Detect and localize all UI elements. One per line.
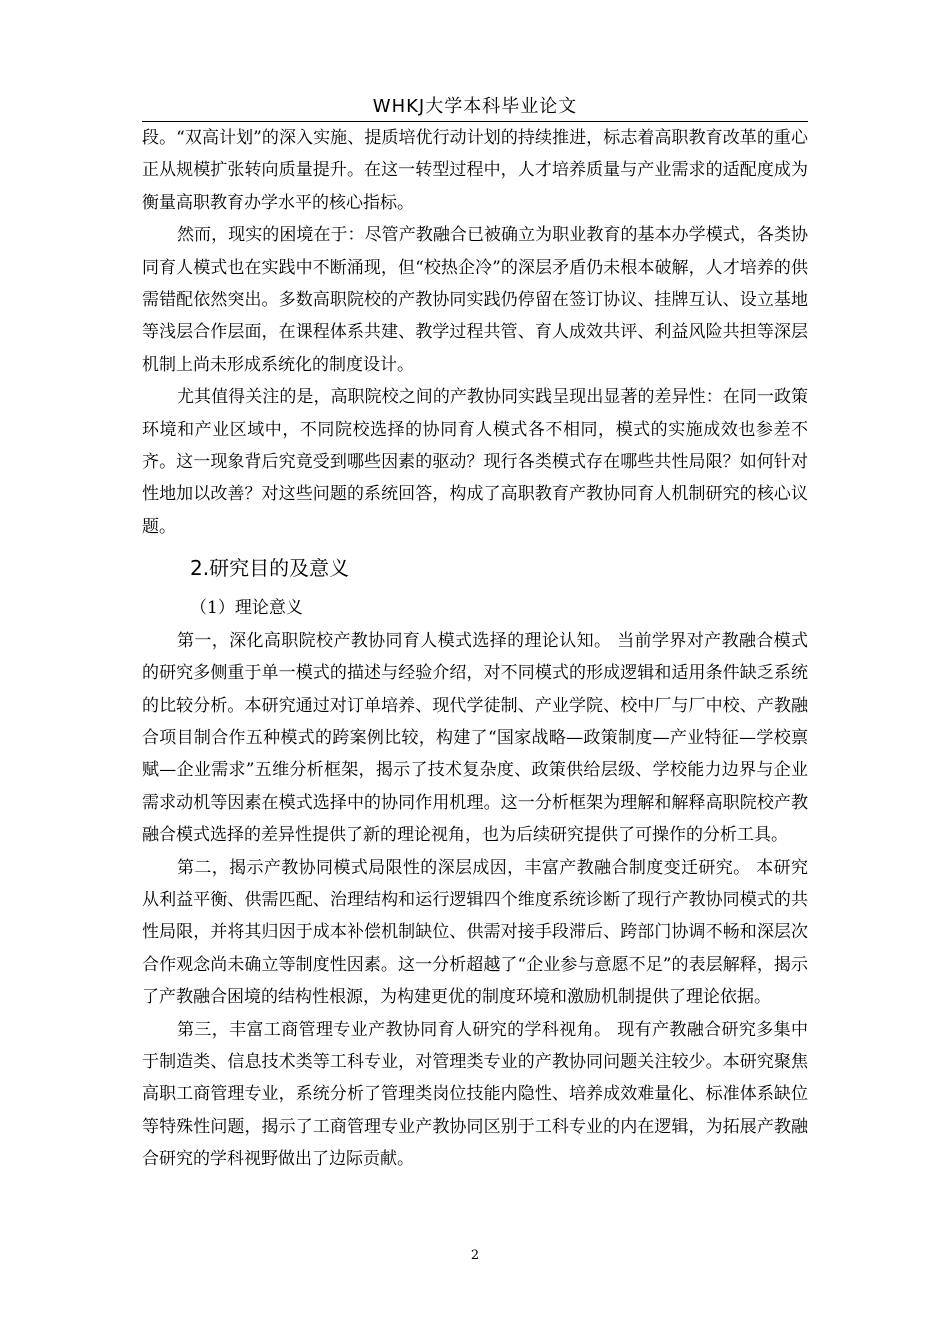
paragraph-dilemma: 然而，现实的困境在于：尽管产教融合已被确立为职业教育的基本办学模式，各类协同育人模式也在实践中不断涌现，但“校热企冷”的深层矛盾仍未根本破解，人才培养的供需错配依然突出。多数高职院校的产教协同实践仍停留在签订协议、挂牌互认、设立基地等浅层合作层面，在课程体系共建、教学过程共管、育人成效共评、利益风险共担等深层机制上尚未形成系统化的制度设计。 <box>142 225 808 375</box>
paragraph-third: 第三，丰富工商管理专业产教协同育人研究的学科视角。 现有产教融合研究多集中于制造类、信息技术类等工科专业，对管理类专业的产教协同问题关注较少。本研究聚焦高职工商管理专业，系统分析了管理类岗位技能内隐性、培养成效难量化、标准体系缺位等特殊性问题，揭示了工商管理专业产教协同区别于工科专业的内在逻辑，为拓展产教融合研究的学科视野做出了边际贡献。 <box>142 1019 808 1170</box>
paragraph-notable: 尤其值得关注的是，高职院校之间的产教协同实践呈现出显著的差异性：在同一政策环境和产业区域中，不同院校选择的协同育人模式各不相同，模式的实施成效也参差不齐。这一现象背后究竟受到哪些因素的驱动？现行各类模式存在哪些共性局限？如何针对性地加以改善？对这些问题的系统回答，构成了高职教育产教协同育人机制研究的核心议题。 <box>142 387 808 537</box>
paragraph-first: 第一，深化高职院校产教协同育人模式选择的理论认知。 当前学界对产教融合模式的研究多侧重于单一模式的描述与经验介绍，对不同模式的形成逻辑和适用条件缺乏系统的比较分析。本研究通过对订单培养、现代学徒制、产业学院、校中厂与厂中校、产教融合项目制合作五种模式的跨案例比较，构建了“国家战略—政策制度—产业特征—学校禀赋—企业需求”五维分析框架，揭示了技术复杂度、政策供给层级、学校能力边界与企业需求动机等因素在模式选择中的协同作用机理。这一分析框架为理解和解释高职院校产教融合模式选择的差异性提供了新的理论视角，也为后续研究提供了可操作的分析工具。 <box>142 630 808 846</box>
paragraph-intro-continued: 段。“双高计划”的深入实施、提质培优行动计划的持续推进，标志着高职教育改革的重心正从规模扩张转向质量提升。在这一转型过程中，人才培养质量与产业需求的适配度成为衡量高职教育办学水平的核心指标。 <box>142 128 808 213</box>
section-heading: 2.研究目的及意义 <box>190 556 350 581</box>
page-number: 2 <box>470 1248 480 1263</box>
running-header: WHKJ大学本科毕业论文 <box>372 96 578 117</box>
paragraph-second: 第二，揭示产教协同模式局限性的深层成因，丰富产教融合制度变迁研究。 本研究从利益平衡、供需匹配、治理结构和运行逻辑四个维度系统诊断了现行产教协同模式的共性局限，并将其归因于成本补偿机制缺位、供需对接手段滞后、跨部门协调不畅和深层次合作观念尚未确立等制度性因素。这一分析超越了“企业参与意愿不足”的表层解释，揭示了产教融合困境的结构性根源，为构建更优的制度环境和激励机制提供了理论依据。 <box>142 857 808 1008</box>
body-text <box>142 122 808 1176</box>
subsection-heading: （1）理论意义 <box>190 598 303 619</box>
